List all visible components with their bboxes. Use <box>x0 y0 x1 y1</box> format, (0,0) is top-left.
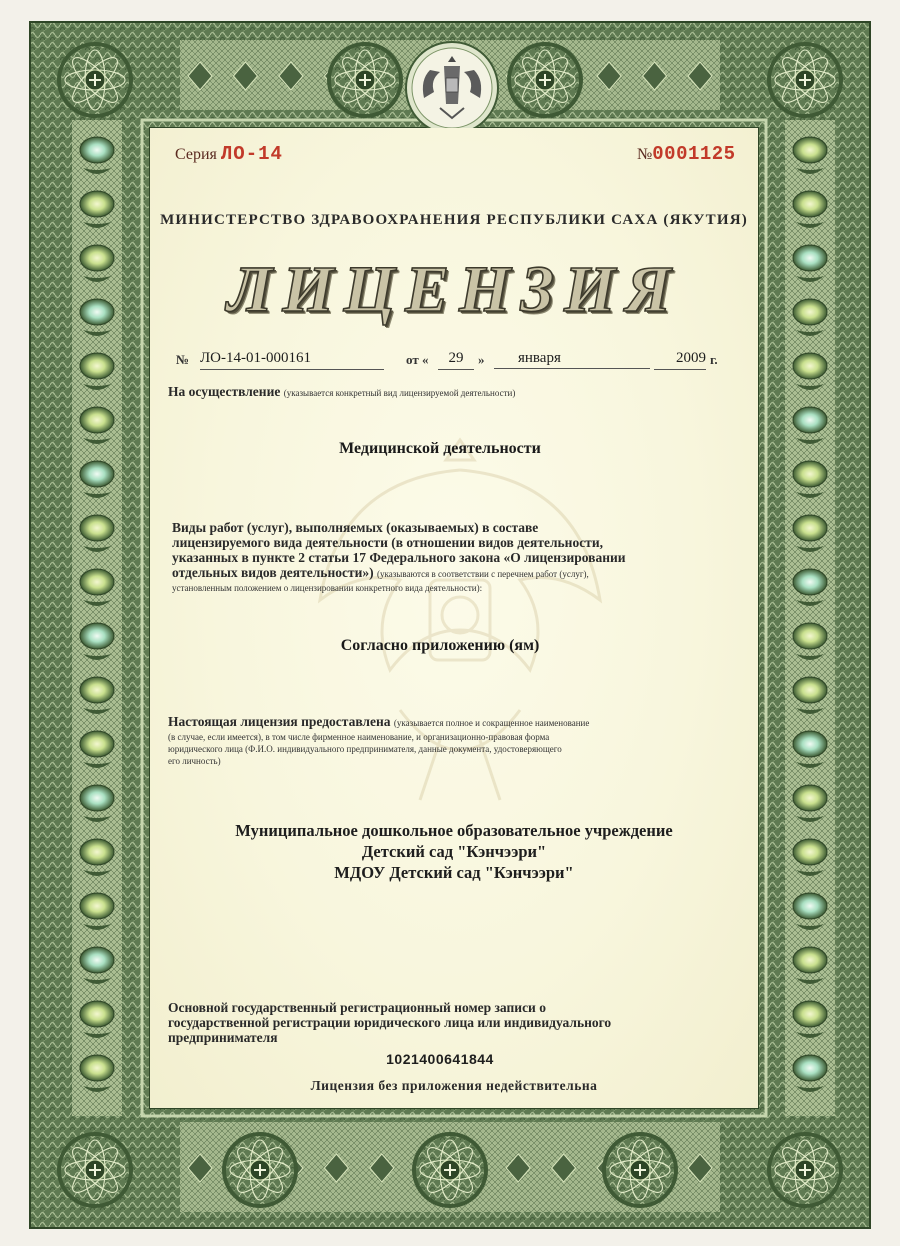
works-label-block <box>172 520 752 595</box>
works-value: Согласно приложению (ям) <box>340 637 540 654</box>
series-value: ЛО-14 <box>220 143 283 165</box>
activity-label-row <box>168 384 515 401</box>
coat-of-arms-emblem <box>406 42 498 134</box>
works-hint-line2: установленным положением о лицензировании конкретного вида деятельности): <box>172 583 483 593</box>
license-number: ЛО-14-01-000161 <box>200 350 384 370</box>
ogrn-label-line: предпринимателя <box>168 1030 278 1045</box>
organization-line: Муниципальное дошкольное образовательное учреждение <box>235 821 673 840</box>
emblem-watermark <box>300 410 620 830</box>
number-value: 0001125 <box>652 143 736 165</box>
license-no-label: № <box>176 352 190 367</box>
year-suffix: г. <box>710 352 718 367</box>
works-hint: (указываются в соответствии с перечнем работ (услуг), <box>377 569 589 579</box>
granted-hint-line: его личность) <box>168 756 221 766</box>
ministry-name: МИНИСТЕРСТВО ЗДРАВООХРАНЕНИЯ РЕСПУБЛИКИ САХА (ЯКУТИЯ) <box>160 212 748 228</box>
license-day: 29 <box>438 350 474 370</box>
granted-hint-line: юридического лица (Ф.И.О. индивидуального предпринимателя, данные документа, удостоверяющего <box>168 744 562 754</box>
granted-label-block <box>168 714 748 767</box>
activity-value: Медицинской деятельности <box>339 440 541 457</box>
ogrn-number: 1021400641844 <box>386 1051 494 1067</box>
document-title: ЛИЦЕНЗИЯ <box>227 253 681 326</box>
granted-hint: (указывается полное и сокращенное наименование <box>393 718 590 728</box>
date-from-label: от « <box>406 352 429 367</box>
works-label-line: Виды работ (услуг), выполняемых (оказываемых) в составе <box>172 520 539 535</box>
ogrn-label-block <box>168 1000 738 1045</box>
date-quote-close: » <box>478 352 485 367</box>
ogrn-label-line: государственной регистрации юридического лица или индивидуального <box>168 1015 612 1030</box>
blank-number <box>637 143 736 165</box>
granted-label: Настоящая лицензия предоставлена <box>168 714 391 729</box>
series <box>175 143 283 165</box>
license-number-row <box>176 350 736 374</box>
works-label-line: указанных в пункте 2 статьи 17 Федерального закона «О лицензировании <box>172 550 626 565</box>
series-label: Серия <box>175 146 217 163</box>
organization-line: МДОУ Детский сад "Кэнчээри" <box>334 863 574 882</box>
license-month: января <box>494 350 650 369</box>
activity-hint: (указывается конкретный вид лицензируемой деятельности) <box>283 388 516 398</box>
number-label: № <box>637 146 653 163</box>
ogrn-label-line: Основной государственный регистрационный номер записи о <box>168 1000 546 1015</box>
organization-line: Детский сад "Кэнчээри" <box>361 842 547 861</box>
activity-label: На осуществление <box>168 384 281 399</box>
granted-hint-line: (в случае, если имеется), в том числе фирменное наименование, и организационно-правовая форма <box>168 732 550 742</box>
works-label-line: отдельных видов деятельности») <box>172 565 374 580</box>
license-year: 2009 <box>654 350 706 370</box>
validity-note: Лицензия без приложения недействительна <box>310 1078 598 1093</box>
organization-name <box>150 820 758 883</box>
works-label-line: лицензируемого вида деятельности (в отношении видов деятельности, <box>172 535 603 550</box>
